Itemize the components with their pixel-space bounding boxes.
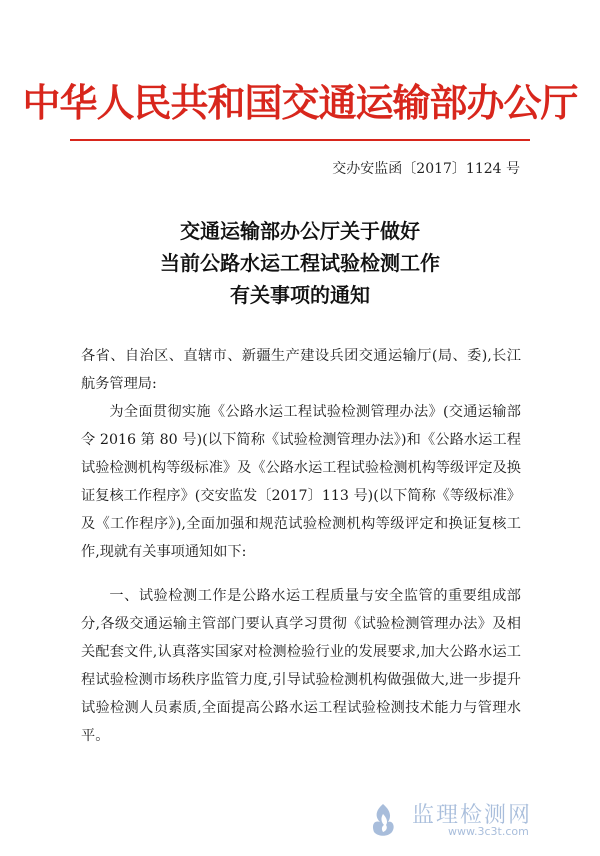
site-watermark	[362, 798, 592, 842]
watermark-url: www.3c3t.com	[448, 825, 529, 838]
document-number: 交办安监函〔2017〕1124 号	[332, 161, 520, 177]
title-line-1: 交通运输部办公厅关于做好	[180, 219, 420, 243]
addressee-text: 各省、自治区、直辖市、新疆生产建设兵团交通运输厅(局、委),长江航务管理局:	[81, 348, 521, 392]
addressee	[81, 342, 521, 398]
paragraph-intro	[81, 398, 521, 566]
paragraph-item-1	[81, 582, 521, 750]
watermark-text: 监理检测网	[412, 803, 533, 828]
red-divider	[70, 139, 530, 141]
flame-logo-icon	[362, 802, 404, 838]
notice-title	[0, 215, 600, 311]
agency-header: 中华人民共和国交通运输部办公厅	[22, 80, 578, 125]
paragraph-item-1-text: 一、试验检测工作是公路水运工程质量与安全监管的重要组成部分,各级交通运输主管部门要认真学习贯彻《试验检测管理办法》及相关配套文件,认真落实国家对检测检验行业的发展要求,加大公路水运工程试验检测市场秩序监管力度,引导试验检测机构做强做大,进一步提升试验检测人员素质,全面提高公路水运工程试验检测技术能力与管理水平。	[81, 588, 521, 744]
title-line-3: 有关事项的通知	[230, 283, 370, 307]
title-line-2: 当前公路水运工程试验检测工作	[160, 251, 440, 275]
paragraph-intro-text: 为全面贯彻实施《公路水运工程试验检测管理办法》(交通运输部令 2016 第 80 号)(以下简称《试验检测管理办法》)和《公路水运工程试验检测机构等级标准》及《公路水运工程试验检测机构等级评定及换证复核工作程序》(交安监发〔2017〕113 号)(以下简称《等级标准》及《工作程序》),全面加强和规范试验检测机构等级评定和换证复核工作,现就有关事项通知如下:	[81, 404, 521, 560]
